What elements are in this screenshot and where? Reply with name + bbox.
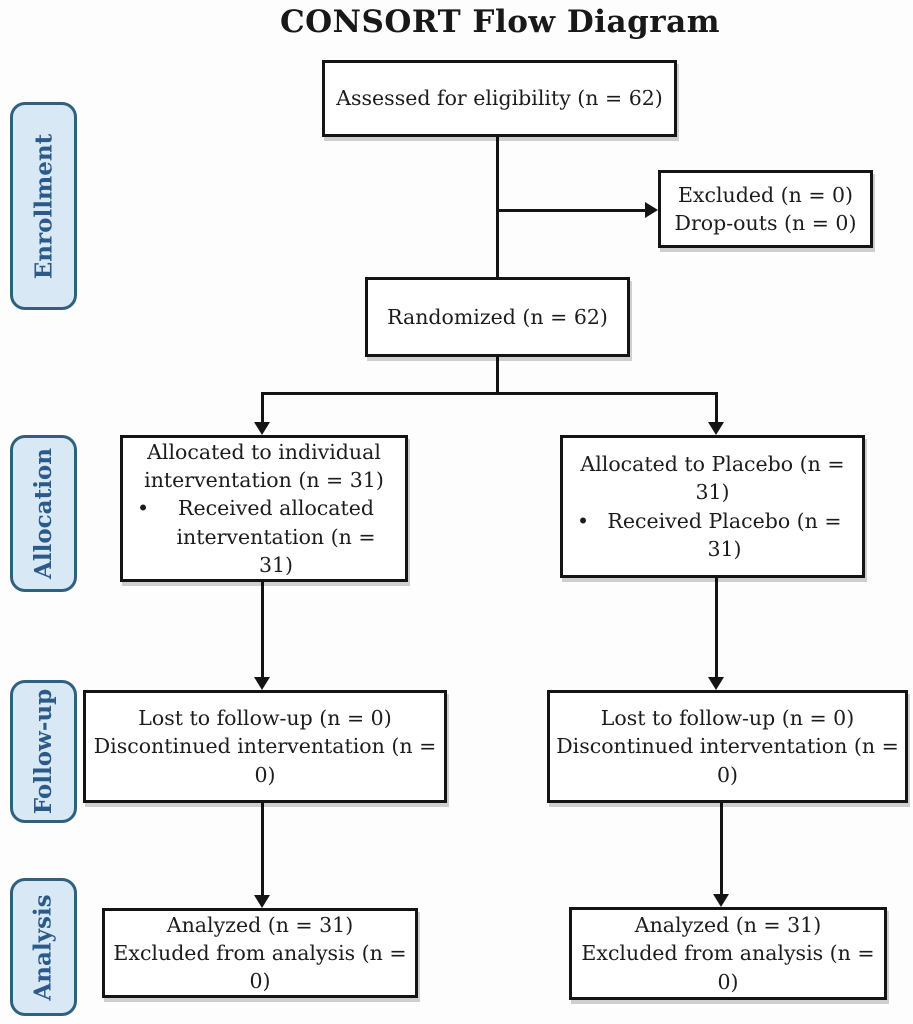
bullet-item-text xyxy=(605,507,862,564)
arrowhead-alloc-left-icon xyxy=(254,422,270,435)
box-text-line: interventation (n = 31) xyxy=(176,524,376,577)
diagram-title: CONSORT Flow Diagram xyxy=(279,4,721,40)
box-text-line: Analyzed (n = 31) xyxy=(634,913,822,938)
stage-label-analysis-text: Analysis xyxy=(30,893,57,1001)
bullet-item xyxy=(563,507,862,564)
box-text-line: Discontinued interventation (n = 0) xyxy=(556,734,899,787)
bullet-icon: • xyxy=(577,508,590,533)
box-text-line: Allocated to Placebo (n = 31) xyxy=(580,451,845,505)
connector-allocation-branch xyxy=(262,392,718,395)
box-followup-intervention xyxy=(83,690,447,803)
box-followup-placebo xyxy=(547,690,908,803)
box-analysis-intervention xyxy=(102,908,418,998)
connector-followup-to-analysis-right xyxy=(720,803,723,896)
bullet-item-text xyxy=(165,494,405,579)
box-analysis-placebo xyxy=(569,907,887,1000)
box-text-line: Allocated to individual xyxy=(147,439,381,464)
box-text-line: Lost to follow-up (n = 0) xyxy=(600,706,855,731)
connector-followup-to-analysis-left xyxy=(261,803,264,897)
box-text-line: Received Placebo (n = 31) xyxy=(607,508,842,561)
stage-label-allocation xyxy=(10,435,77,592)
stage-label-enrollment-text: Enrollment xyxy=(30,133,58,279)
box-text-line: interventation (n = 31) xyxy=(144,468,384,493)
connector-assessed-to-randomized xyxy=(496,137,499,277)
connector-alloc-to-followup-left xyxy=(261,582,264,679)
box-text-line: Discontinued interventation (n = 0) xyxy=(93,734,437,787)
stage-label-analysis xyxy=(10,878,77,1016)
box-text-line: Lost to follow-up (n = 0) xyxy=(138,706,392,731)
box-text-line: Drop-outs (n = 0) xyxy=(674,211,857,235)
connector-branch-to-excluded xyxy=(497,209,646,212)
connector-branch-right-down xyxy=(715,392,718,424)
stage-label-allocation-text: Allocation xyxy=(30,448,57,579)
box-excluded xyxy=(658,170,873,248)
arrowhead-analysis-left-icon xyxy=(254,895,270,908)
box-allocation-placebo xyxy=(560,435,865,578)
stage-label-enrollment xyxy=(10,102,77,310)
box-text-line: Excluded from analysis (n = 0) xyxy=(581,941,875,994)
box-text-line: Excluded (n = 0) xyxy=(677,182,854,207)
arrowhead-followup-left-icon xyxy=(254,677,270,690)
arrowhead-followup-right-icon xyxy=(708,677,724,690)
box-assessed-eligibility xyxy=(322,60,677,137)
stage-label-followup-text: Follow-up xyxy=(30,688,58,815)
box-text-line: Assessed for eligibility (n = 62) xyxy=(336,86,663,111)
box-text-line: Received allocated xyxy=(178,496,374,521)
box-allocation-intervention xyxy=(120,435,408,582)
connector-alloc-to-followup-right xyxy=(715,578,718,679)
arrowhead-analysis-right-icon xyxy=(713,894,729,907)
arrowhead-alloc-right-icon xyxy=(708,422,724,435)
box-text-line: Randomized (n = 62) xyxy=(387,304,608,329)
box-randomized xyxy=(365,277,630,357)
bullet-item xyxy=(123,494,405,579)
box-text-line: Excluded from analysis (n = 0) xyxy=(113,940,407,994)
connector-branch-left-down xyxy=(261,392,264,424)
box-text-line: Analyzed (n = 31) xyxy=(166,912,354,937)
arrowhead-excluded-icon xyxy=(645,202,658,218)
bullet-icon: • xyxy=(137,496,150,521)
connector-randomized-down xyxy=(496,357,499,395)
stage-label-followup xyxy=(10,680,77,823)
